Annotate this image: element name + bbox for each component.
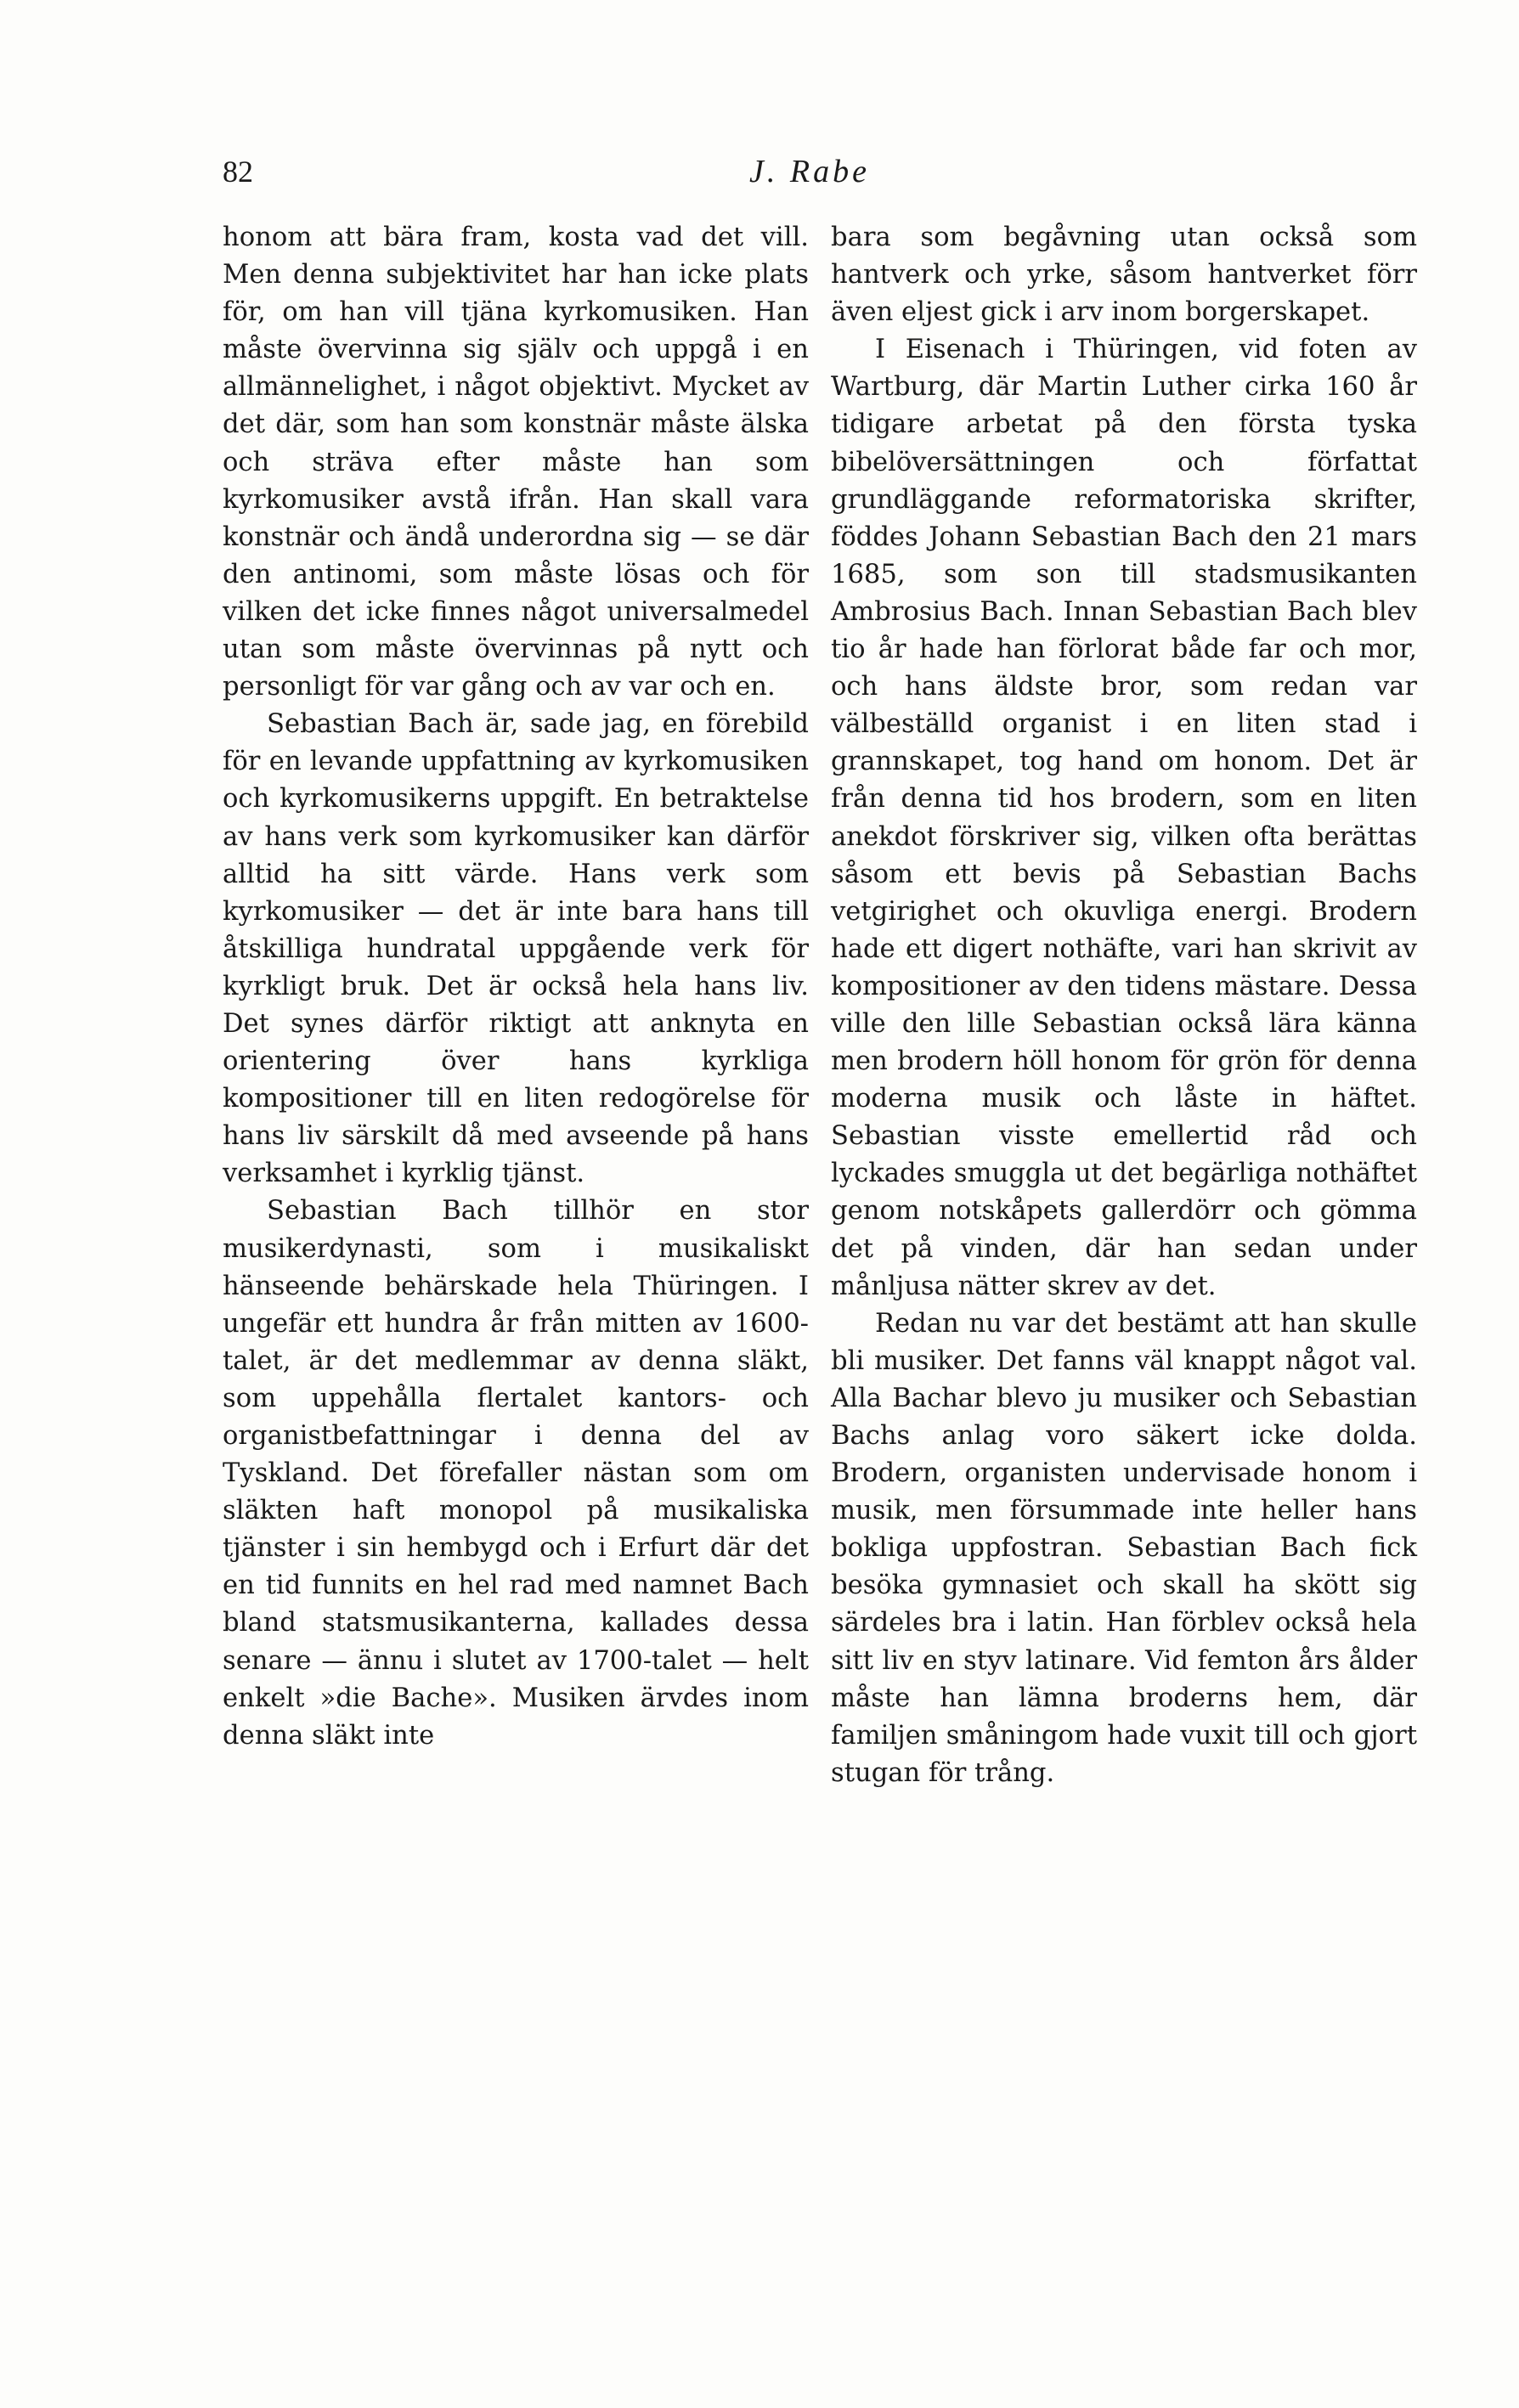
paragraph: Sebastian Bach är, sade jag, en förebild för en levande uppfattning av kyrkomusiken och kyrkomusikerns uppgift. En betraktelse av hans verk som kyrkomusiker kan därför alltid ha sitt värde. Hans verk som kyrkomusiker — det är inte bara hans till åtskilliga hundratal uppgående verk för kyrkligt bruk. Det är också hela hans liv. Det synes därför riktigt att anknyta en orientering över hans kyrkliga kompositioner till en liten redogörelse för hans liv särskilt då med avseende på hans verksamhet i kyrklig tjänst. (223, 709, 809, 1189)
right-column (831, 219, 1417, 1792)
paragraph: honom att bära fram, kosta vad det vill. Men denna subjektivitet har han icke plats för, om han vill tjäna kyrkomusiken. Han måste övervinna sig själv och uppgå i en allmännelighet, i något objektivt. Mycket av det där, som han som konstnär måste älska och sträva efter måste han som kyrkomusiker avstå ifrån. Han skall vara konstnär och ändå underordna sig — se där den antinomi, som måste lösas och för vilken det icke finnes något universalmedel utan som måste övervinnas på nytt och personligt för var gång och av var och en. (223, 223, 809, 702)
running-head: J. Rabe (749, 154, 870, 189)
left-column (223, 219, 809, 1755)
page-header (223, 153, 1361, 195)
paragraph: bara som begåvning utan också som hantverk och yrke, såsom hantverket förr även eljest gick i arv inom borgerskapet. (831, 223, 1417, 328)
paragraph: Redan nu var det bestämt att han skulle bli musiker. Det fanns väl knappt något val. Alla Bachar blevo ju musiker och Sebastian Bachs anlag voro säkert icke dolda. Brodern, organisten undervisade honom i musik, men försummade inte heller hans bokliga uppfostran. Sebastian Bach fick besöka gymnasiet och skall ha skött sig särdeles bra i latin. Han förblev också hela sitt liv en styv latinare. Vid femton års ålder måste han lämna broderns hem, där familjen småningom hade vuxit till och gjort stugan för trång. (831, 1308, 1417, 1788)
page-number: 82 (223, 155, 253, 189)
paragraph: Sebastian Bach tillhör en stor musikerdynasti, som i musikaliskt hänseende behärskade hela Thüringen. I ungefär ett hundra år från mitten av 1600-talet, är det medlemmar av denna släkt, som uppehålla flertalet kantors- och organistbefattningar i denna del av Tyskland. Det förefaller nästan som om släkten haft monopol på musikaliska tjänster i sin hembygd och i Erfurt där det en tid funnits en hel rad med namnet Bach bland statsmusikanterna, kallades dessa senare — ännu i slutet av 1700-talet — helt enkelt »die Bache». Musiken ärvdes inom denna släkt inte (223, 1196, 809, 1751)
paragraph: I Eisenach i Thüringen, vid foten av Wartburg, där Martin Luther cirka 160 år tidigare arbetat på den första tyska bibelöversättningen och författat grundläggande reformatoriska skrifter, föddes Johann Sebastian Bach den 21 mars 1685, som son till stadsmusikanten Ambrosius Bach. Innan Sebastian Bach blev tio år hade han förlorat både far och mor, och hans äldste bror, som redan var välbeställd organist i en liten stad i grannskapet, tog hand om honom. Det är från denna tid hos brodern, som en liten anekdot förskriver sig, vilken ofta berättas såsom ett bevis på Sebastian Bachs vetgirighet och okuvliga energi. Brodern hade ett digert nothäfte, vari han skrivit av kompositioner av den tidens mästare. Dessa ville den lille Sebastian också lära känna men brodern höll honom för grön för denna moderna musik och låste in häftet. Sebastian visste emellertid råd och lyckades smuggla ut det begärliga nothäftet genom notskåpets gallerdörr och gömma det på vinden, där han sedan under månljusa nätter skrev av det. (831, 335, 1417, 1301)
